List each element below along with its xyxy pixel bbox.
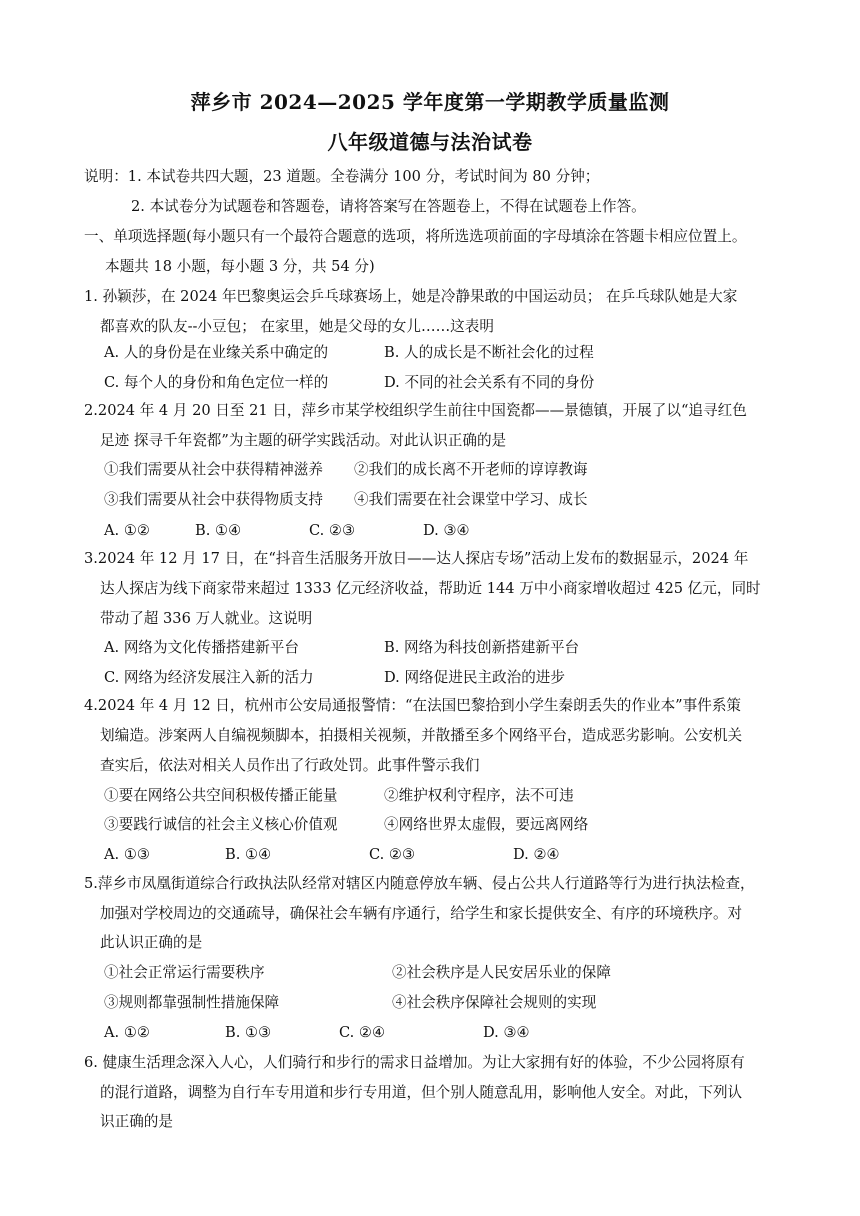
q1-stem-line-2: 都喜欢的队友--小豆包； 在家里，她是父母的女儿……这表明 [100,318,494,335]
q4-stem-line-3: 查实后，依法对相关人员作出了行政处罚。此事件警示我们 [100,757,480,774]
q5-option-b: B. ①③ [225,1024,272,1041]
q3-stem-line-3: 带动了超 336 万人就业。这说明 [100,610,313,627]
q2-statement-2: ②我们的成长离不开老师的谆谆教诲 [354,461,588,478]
q4-option-b: B. ①④ [225,846,272,863]
q3-option-c: C. 网络为经济发展注入新的活力 [104,669,314,686]
q4-stem-line-1: 4.2024 年 4 月 12 日，杭州市公安局通报警情：“在法国巴黎拾到小学生秦朗丢失的作业本”事件系策 [84,697,742,714]
q5-option-d: D. ③④ [483,1024,530,1041]
instructions-line-2: 2. 本试卷分为试题卷和答题卷，请将答案写在答题卷上，不得在试题卷上作答。 [131,198,646,215]
q5-stem-line-1: 5.萍乡市凤凰街道综合行政执法队经常对辖区内随意停放车辆、侵占公共人行道路等行为进行执法检查， [84,875,755,892]
q5-statement-4: ④社会秩序保障社会规则的实现 [392,994,597,1011]
q3-option-b: B. 网络为科技创新搭建新平台 [384,639,580,656]
q5-option-c: C. ②④ [339,1024,386,1041]
q1-option-c: C. 每个人的身份和角色定位一样的 [104,374,329,391]
q4-statement-4: ④网络世界太虚假，要远离网络 [384,816,589,833]
q4-statement-1: ①要在网络公共空间积极传播正能量 [104,787,338,804]
q5-statement-3: ③规则都靠强制性措施保障 [104,994,280,1011]
q2-statement-3: ③我们需要从社会中获得物质支持 [104,491,323,508]
q4-option-d: D. ②④ [513,846,560,863]
q6-stem-line-3: 识正确的是 [100,1113,173,1130]
q2-statement-4: ④我们需要在社会课堂中学习、成长 [354,491,588,508]
q5-option-a: A. ①② [104,1024,150,1041]
exam-subtitle: 八年级道德与法治试卷 [327,130,533,154]
q1-stem-line-1: 1. 孙颖莎，在 2024 年巴黎奥运会乒乓球赛场上，她是冷静果敢的中国运动员； 在乒乓球队她是大家 [84,288,738,305]
q5-statement-1: ①社会正常运行需要秩序 [104,964,265,981]
q2-stem-line-1: 2.2024 年 4 月 20 日至 21 日，萍乡市某学校组织学生前往中国瓷都——景德镇，开展了以“追寻红色 [84,402,747,419]
section-heading: 一、单项选择题(每小题只有一个最符合题意的选项，将所选选项前面的字母填涂在答题卡相应位置上。 [84,228,747,245]
q4-statement-2: ②维护权利守程序，法不可违 [384,787,574,804]
q3-option-a: A. 网络为文化传播搭建新平台 [104,639,299,656]
q1-option-a: A. 人的身份是在业缘关系中确定的 [104,344,329,361]
q5-statement-2: ②社会秩序是人民安居乐业的保障 [392,964,611,981]
instructions-line-1: 说明：1. 本试卷共四大题，23 道题。全卷满分 100 分，考试时间为 80 分钟； [84,168,600,185]
q2-option-d: D. ③④ [423,522,470,539]
q3-option-d: D. 网络促进民主政治的进步 [384,669,565,686]
q3-stem-line-1: 3.2024 年 12 月 17 日，在“抖音生活服务开放日——达人探店专场”活动上发布的数据显示，2024 年 [84,550,749,567]
q6-stem-line-2: 的混行道路，调整为自行车专用道和步行专用道，但个别人随意乱用，影响他人安全。对此，下列认 [100,1084,743,1101]
q1-option-d: D. 不同的社会关系有不同的身份 [384,374,595,391]
q2-statement-1: ①我们需要从社会中获得精神滋养 [104,461,323,478]
q2-stem-line-2: 足迹 探寻千年瓷都”为主题的研学实践活动。对此认识正确的是 [100,432,507,449]
q2-option-c: C. ②③ [309,522,356,539]
section-heading-cont: 本题共 18 小题，每小题 3 分，共 54 分) [105,258,375,275]
q4-statement-3: ③要践行诚信的社会主义核心价值观 [104,816,338,833]
exam-title: 萍乡市 2024—2025 学年度第一学期教学质量监测 [190,90,670,114]
q4-option-a: A. ①③ [104,846,150,863]
q5-stem-line-2: 加强对学校周边的交通疏导，确保社会车辆有序通行，给学生和家长提供安全、有序的环境秩序。对 [100,905,743,922]
q2-option-b: B. ①④ [195,522,242,539]
q3-stem-line-2: 达人探店为线下商家带来超过 1333 亿元经济收益，帮助近 144 万中小商家增收超过 425 亿元，同时 [100,580,761,597]
q6-stem-line-1: 6. 健康生活理念深入人心，人们骑行和步行的需求日益增加。为让大家拥有好的体验，不少公园将原有 [84,1054,745,1071]
q4-option-c: C. ②③ [369,846,416,863]
q1-option-b: B. 人的成长是不断社会化的过程 [384,344,594,361]
q4-stem-line-2: 划编造。涉案两人自编视频脚本，拍摄相关视频，并散播至多个网络平台，造成恶劣影响。公安机关 [100,727,743,744]
q5-stem-line-3: 此认识正确的是 [100,934,203,951]
q2-option-a: A. ①② [104,522,150,539]
